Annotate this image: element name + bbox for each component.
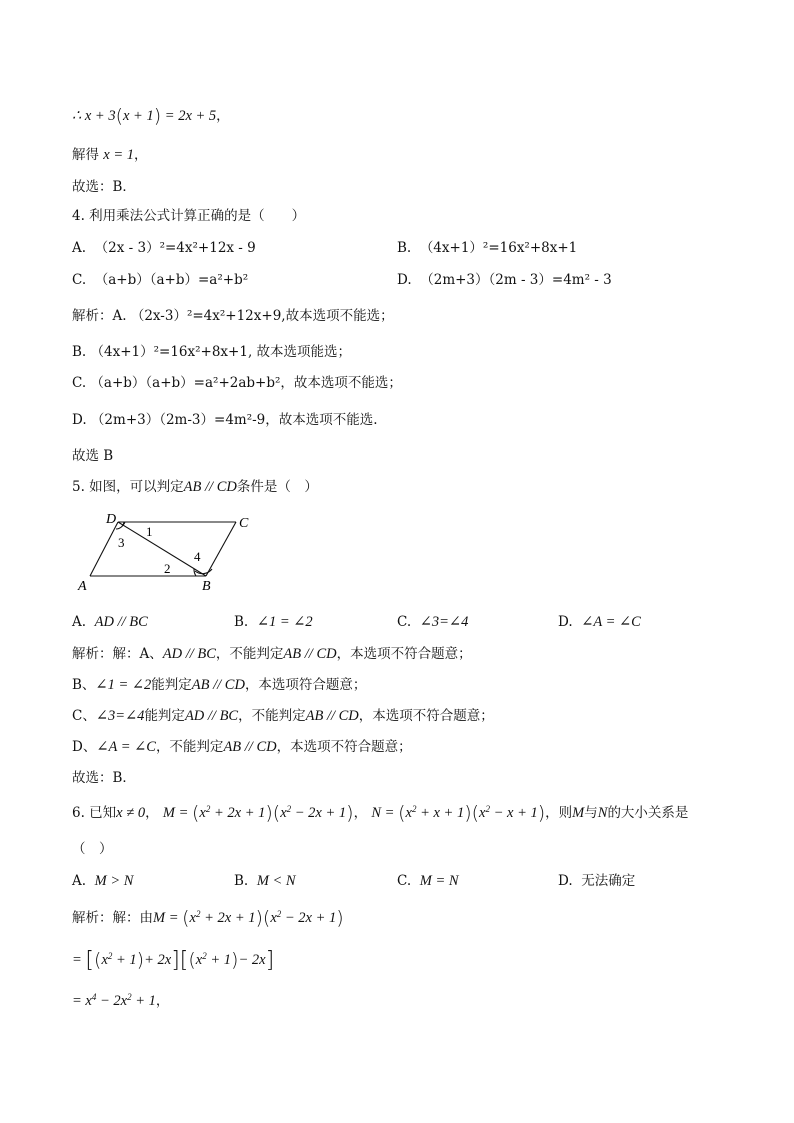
- q6-option-c: C. M = N: [397, 873, 459, 889]
- angle-label-3: 3: [118, 535, 125, 550]
- q4-option-c: C. （a+b）（a+b）=a²+b²: [72, 272, 249, 288]
- q5-solution-b: B、∠1 = ∠2能判定AB // CD，本选项符合题意；: [72, 677, 367, 693]
- q5-option-c: C. ∠3=∠4: [397, 614, 469, 630]
- parallelogram-figure: [72, 508, 262, 598]
- q5-option-a: A. AD // BC: [72, 614, 148, 630]
- angle-label-4: 4: [194, 549, 201, 564]
- answer-line: 故选：B．: [72, 179, 136, 195]
- q4-solution-d: D. （2m+3）（2m-3）=4m²-9，故本选项不能选.: [72, 412, 378, 428]
- q5-solution-c: C、∠3=∠4能判定AD // BC，不能判定AB // CD，本选项不符合题意；: [72, 708, 494, 724]
- q5-solution-d: D、∠A = ∠C，不能判定AB // CD，本选项不符合题意；: [72, 739, 412, 755]
- q4-option-a: A. （2x - 3）²=4x²+12x - 9: [72, 240, 256, 256]
- q4-solution-a: 解析：A. （2x-3）²=4x²+12x+9,故本选项不能选；: [72, 308, 394, 324]
- label-a: A: [78, 579, 87, 594]
- segment-bc: [206, 522, 236, 576]
- q4-solution-c: C. （a+b）（a+b）=a²+2ab+b²，故本选项不能选；: [72, 375, 402, 391]
- q4-option-d: D. （2m+3）（2m - 3）=4m² - 3: [397, 272, 612, 288]
- solution-line-equation: ∴ x + 3(x + 1) = 2x + 5，: [72, 105, 230, 127]
- q6-option-d: D. 无法确定: [558, 873, 636, 889]
- q5-option-b: B. ∠1 = ∠2: [234, 614, 313, 630]
- question-6-stem: 6. 已知x ≠ 0， $M = (x^2 + 2x + 1)(x^2 - 2x + 1)$， $N = (x^2 + x + 1)(x^2 - x + 1)$，则M与N的大小关系是: [72, 802, 689, 824]
- q5-solution-a: 解析：解：A、AD // BC，不能判定AB // CD，本选项不符合题意；: [72, 646, 472, 662]
- label-c: C: [239, 516, 249, 531]
- angle-label-2: 2: [164, 561, 171, 576]
- q6-option-a: A. M > N: [72, 873, 134, 889]
- label-b: B: [202, 579, 211, 594]
- question-4-stem: 4. 利用乘法公式计算正确的是（ ）: [72, 208, 306, 224]
- q5-option-d: D. ∠A = ∠C: [558, 614, 641, 630]
- q5-answer: 故选：B．: [72, 770, 136, 786]
- q6-option-b: B. M < N: [234, 873, 296, 889]
- label-d: D: [106, 512, 117, 527]
- segment-ad: [90, 522, 118, 576]
- q4-solution-b: B. （4x+1）²=16x²+8x+1, 故本选项能选；: [72, 344, 352, 360]
- question-5-stem: 5. 如图，可以判定AB // CD条件是（ ）: [72, 479, 318, 495]
- solution-line-solve: 解得 x = 1，: [72, 147, 148, 163]
- q6-solution-step3: = $x^4 - 2x^2 + 1$，: [72, 992, 170, 1009]
- angle-label-1: 1: [146, 524, 153, 539]
- question-6-paren: （ ）: [72, 841, 113, 857]
- q6-solution-step2: = $[(x^2 + 1)+ 2x][(x^2 + 1)- 2x]$: [72, 948, 275, 973]
- q6-solution-start: 解析：解：由$M = (x^2 + 2x + 1)(x^2 - 2x + 1)$: [72, 907, 344, 929]
- diagonal-db: [118, 522, 206, 576]
- q4-answer: 故选 B: [72, 448, 114, 464]
- q4-option-b: B. （4x+1）²=16x²+8x+1: [397, 240, 578, 256]
